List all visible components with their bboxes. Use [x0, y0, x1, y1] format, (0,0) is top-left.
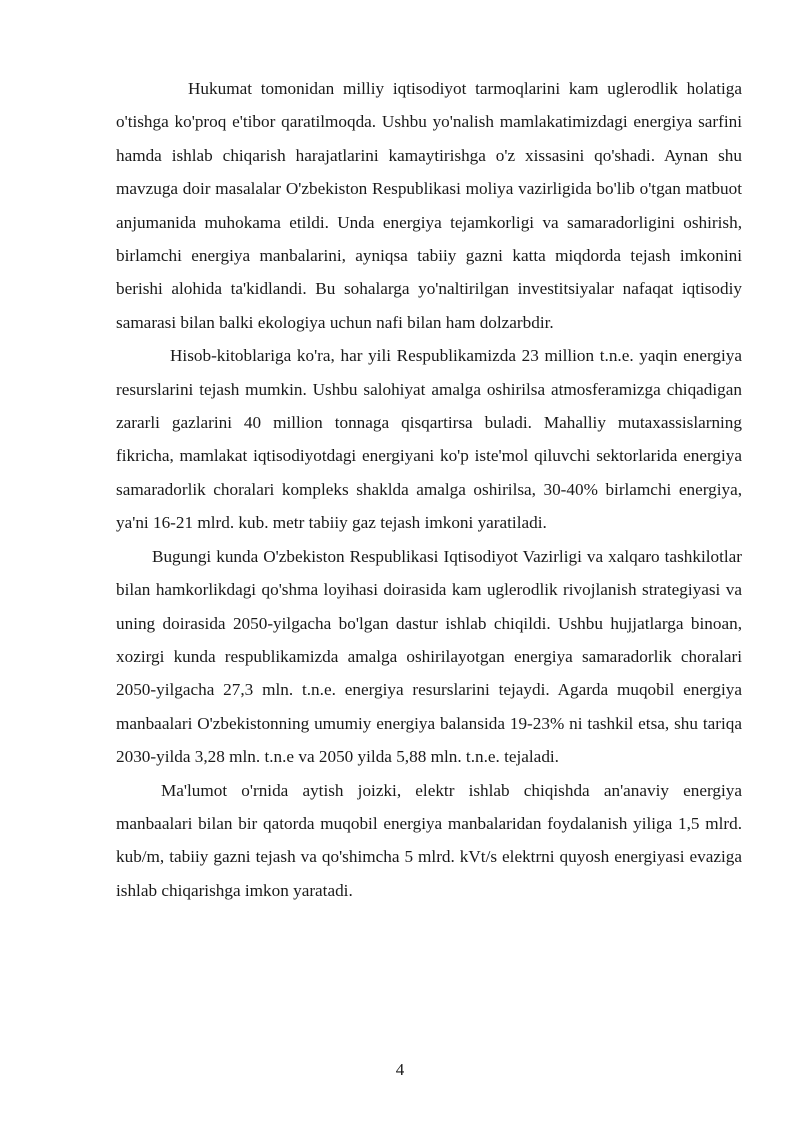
paragraph-1: Hukumat tomonidan milliy iqtisodiyot tarmoqlarini kam uglerodlik holatiga o'tishga ko'proq e'tibor qaratilmoqda. Ushbu yo'nalish mamlakatimizdagi energiya sarfini hamda ishlab chiqarish harajatlarini kamaytirishga o'z xissasini qo'shadi. Aynan shu mavzuga doir masalalar O'zbekiston Respublikasi moliya vazirligida bo'lib o'tgan matbuot anjumanida muhokama etildi. Unda energiya tejamkorligi va samaradorligini oshirish, birlamchi energiya manbalarini, ayniqsa tabiiy gazni katta miqdorda tejash imkonini berishi alohida ta'kidlandi. Bu sohalarga yo'naltirilgan investitsiyalar nafaqat iqtisodiy samarasi bilan balki ekologiya uchun nafi bilan ham dolzarbdir. — [116, 79, 742, 332]
paragraph-3: Bugungi kunda O'zbekiston Respublikasi Iqtisodiyot Vazirligi va xalqaro tashkilotlar bilan hamkorlikdagi qo'shma loyihasi doirasida kam uglerodlik rivojlanish strategiyasi va uning doirasida 2050-yilgacha bo'lgan dastur ishlab chiqildi. Ushbu hujjatlarga binoan, xozirgi kunda respublikamizda amalga oshirilayotgan energiya samaradorlik choralari 2050-yilgacha 27,3 mln. t.n.e. energiya resurslarini tejaydi. Agarda muqobil energiya manbaalari O'zbekistonning umumiy energiya balansida 19-23% ni tashkil etsa, shu tariqa 2030-yilda 3,28 mln. t.n.e va 2050 yilda 5,88 mln. t.n.e. tejaladi. — [116, 546, 742, 767]
page-number: 4 — [395, 1060, 405, 1079]
paragraph-4: Ma'lumot o'rnida aytish joizki, elektr ishlab chiqishda an'anaviy energiya manbaalari bilan bir qatorda muqobil energiya manbalaridan foydalanish yiliga 1,5 mlrd. kub/m, tabiiy gazni tejash va qo'shimcha 5 mlrd. kVt/s elektrni quyosh energiyasi evaziga ishlab chiqarishga imkon yaratadi. — [116, 780, 742, 900]
paragraph-2: Hisob-kitoblariga ko'ra, har yili Respublikamizda 23 million t.n.e. yaqin energiya resurslarini tejash mumkin. Ushbu salohiyat amalga oshirilsa atmosferamizga chiqadigan zararli gazlarini 40 million tonnaga qisqartirsa buladi. Mahalliy mutaxassislarning fikricha, mamlakat iqtisodiyotdagi energiyani ko'p iste'mol qiluvchi sektorlarida energiya samaradorlik choralari kompleks shaklda amalga oshirilsa, 30-40% birlamchi energiya, ya'ni 16-21 mlrd. kub. metr tabiiy gaz tejash imkoni yaratiladi. — [116, 346, 742, 533]
document-page — [116, 72, 742, 907]
